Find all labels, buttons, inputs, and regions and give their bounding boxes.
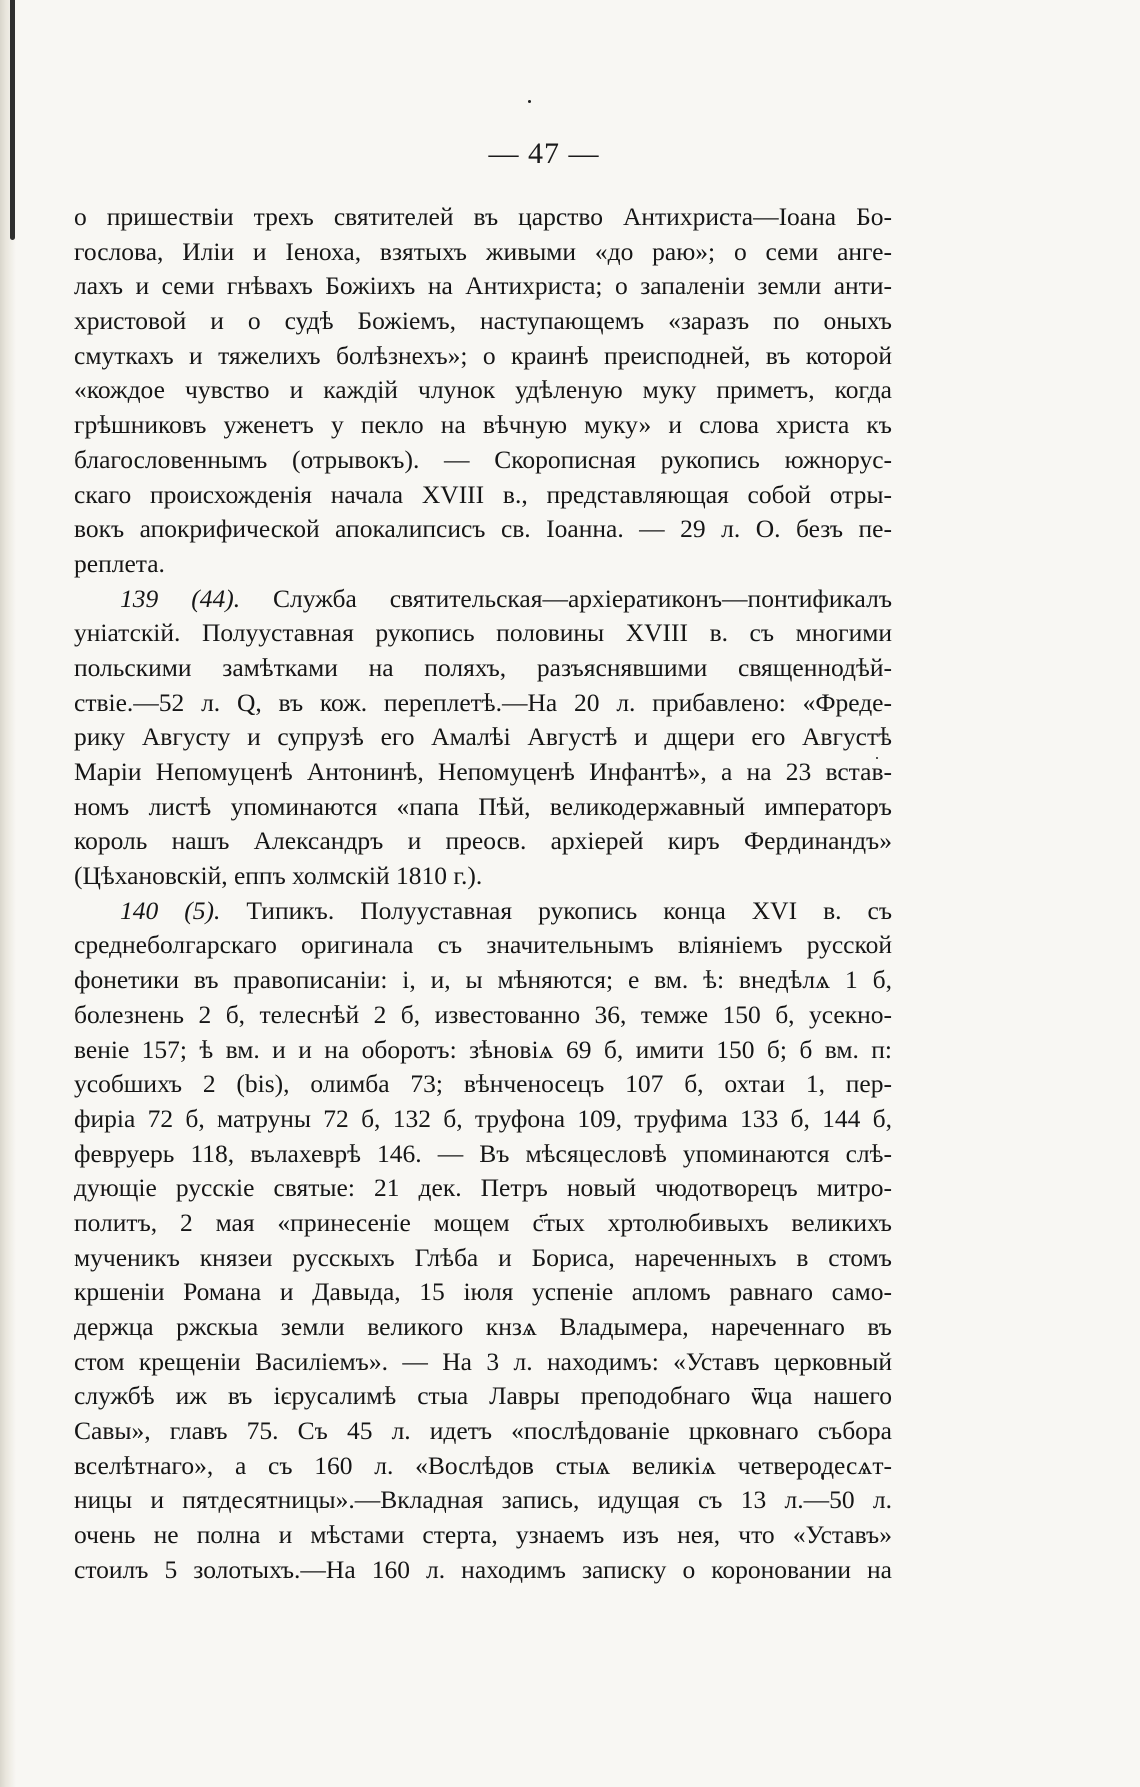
- text-line: христовой и о судѣ Божіемъ, наступающемъ «заразъ по оныхъ: [74, 306, 892, 336]
- entry-first-line: [74, 894, 892, 929]
- text-line: «кождое чувство и каждій члунок удѣленую муку приметъ, когда: [74, 375, 892, 405]
- text-line: мученикъ князеи русскыхъ Глѣба и Бориса, нареченныхъ в стомъ: [74, 1242, 892, 1272]
- spine-binding-mark: [10, 0, 15, 240]
- text-line: (Цѣхановскій, еппъ холмскій 1810 г.).: [74, 861, 483, 891]
- page-spine-edge: [0, 0, 16, 1787]
- text-line: Савы», главъ 75. Съ 45 л. идетъ «послѣдованіе црковнаго събора: [74, 1416, 892, 1446]
- text-line: ствіе.—52 л. Q, въ кож. переплетѣ.—На 20 л. прибавлено: «Фреде-: [74, 687, 892, 717]
- text-line: очень не полна и мѣстами стерта, узнаемъ изъ нея, что «Уставъ»: [74, 1520, 892, 1550]
- catalog-entry-140: [74, 894, 892, 1588]
- text-line: службѣ иж въ ієрусалимѣ стыа Лавры преподобнаго ѿца нашего: [74, 1381, 892, 1411]
- text-line: уніатскій. Полууставная рукопись половины XVIII в. съ многими: [74, 618, 892, 648]
- text-line: вокъ апокрифической апокалипсисъ св. Іоанна. — 29 л. О. безъ пе-: [74, 514, 892, 544]
- text-line: болезнень 2 б, телеснѣй 2 б, известованно 36, темже 150 б, усекно-: [74, 999, 892, 1029]
- text-line: номъ листѣ упоминаются «папа Пѣй, великодержавный императоръ: [74, 791, 892, 821]
- text-line: польскими замѣтками на поляхъ, разъяснявшими священнодѣй-: [74, 652, 892, 682]
- text-line: грѣшниковъ уженетъ у пекло на вѣчную муку» и слова христа къ: [74, 410, 892, 440]
- text-line: стоилъ 5 золотыхъ.—На 160 л. находимъ записку о короновании на: [74, 1554, 892, 1584]
- text-line: держца ржскыа земли великого кнзѧ Владымера, нареченнаго въ: [74, 1312, 892, 1341]
- text-line: стом крещеніи Василіемъ». — На 3 л. находимъ: «Уставъ церковный: [74, 1346, 892, 1376]
- paragraph-continuation: [74, 200, 892, 582]
- text-line: дующіе русскіе святые: 21 дек. Петръ новый чюдотворецъ митро-: [74, 1173, 892, 1203]
- text-line: ницы и пятдесятницы».—Вкладная запись, идущая съ 13 л.—50 л.: [74, 1485, 892, 1515]
- entry-number: 140 (5).: [120, 895, 221, 925]
- text-line: Маріи Непомуценѣ Антонинѣ, Непомуценѣ Инфантѣ», а на 23 встав-: [74, 757, 892, 786]
- text-line: среднеболгарскаго оригинала съ значительнымъ вліяніемъ русской: [74, 930, 892, 960]
- entry-title: Служба святительская—архіератиконъ—понтификалъ: [273, 583, 893, 613]
- text-line: благословеннымъ (отрывокъ). — Скорописная рукопись южнорус-: [74, 444, 892, 474]
- text-line: гослова, Иліи и Іеноха, взятыхъ живыми «до раю»; о семи анге-: [74, 236, 892, 266]
- text-line: фиріа 72 б, матруны 72 б, 132 б, труфона 109, труфима 133 б, 144 б,: [74, 1103, 892, 1133]
- text-line: лахъ и семи гнѣвахъ Божіихъ на Антихриста; о запаленіи земли анти-: [74, 271, 892, 301]
- text-line: о пришествіи трехъ святителей въ царство Антихриста—Іоана Бо-: [74, 202, 892, 231]
- text-line: скаго происхожденія начала XVIII в., представляющая собой отры-: [74, 479, 892, 509]
- text-line: вселѣтнаго», а съ 160 л. «Вослѣдов стыѧ великіѧ четверодесѧт-: [74, 1450, 892, 1480]
- main-text: [74, 200, 892, 1588]
- entry-number: 139 (44).: [120, 583, 241, 613]
- entry-first-line: [74, 582, 892, 617]
- text-line: король нашъ Александръ и преосв. архіерей киръ Фердинандъ»: [74, 826, 892, 856]
- text-line: смуткахъ и тяжелихъ болѣзнехъ»; о краинѣ преисподней, въ которой: [74, 340, 892, 370]
- entry-title: Типикъ. Полууставная рукопись конца XVI в. съ: [246, 895, 893, 925]
- text-line: кршеніи Романа и Давыда, 15 іюля успеніе апломъ равнаго само-: [74, 1277, 892, 1307]
- text-line: реплета.: [74, 548, 165, 578]
- text-line: февруерь 118, вълахеврѣ 146. — Въ мѣсяцесловѣ упоминаются слѣ-: [74, 1138, 892, 1168]
- page-number: — 47 —: [488, 137, 600, 170]
- catalog-entry-139: [74, 582, 892, 894]
- text-line: рику Августу и супрузѣ его Амалѣі Августѣ и дщери его Августѣ: [74, 722, 892, 752]
- text-line: усобшихъ 2 (bis), олимба 73; вѣнченосецъ 107 б, охтаи 1, пер-: [74, 1069, 892, 1099]
- text-line: политъ, 2 мая «принесеніе мощем с҃тых хртолюбивыхъ великихъ: [74, 1207, 892, 1237]
- print-speck: [528, 100, 531, 103]
- text-line: фонетики въ правописаніи: і, и, ы мѣняются; е вм. ѣ: внедѣлѧ 1 б,: [74, 965, 892, 995]
- text-line: веніе 157; ѣ вм. и и на оборотъ: зѣновіѧ 69 б, имити 150 б; б вм. п:: [74, 1034, 892, 1064]
